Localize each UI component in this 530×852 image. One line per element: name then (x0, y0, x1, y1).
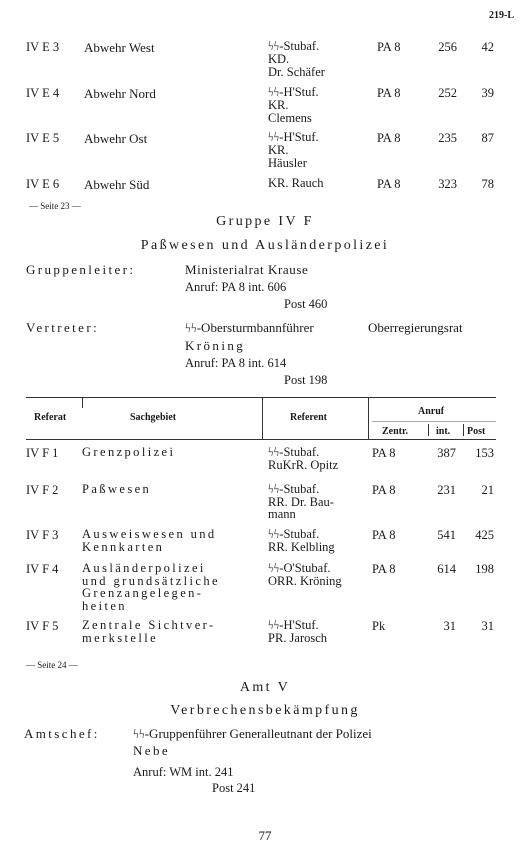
amtschef-anruf: Anruf: WM int. 241 (133, 765, 234, 779)
table-row-post: 31 (481, 619, 494, 633)
table-row-post: 21 (481, 483, 494, 497)
table-row-area-line: merkstelle (82, 630, 159, 645)
table-row-code: IV F 5 (26, 619, 59, 633)
row-anruf: PA 8 (377, 131, 401, 145)
row-referent-line: Dr. Schäfer (268, 65, 325, 79)
table-row-code: IV F 4 (26, 562, 59, 576)
amt-title: Amt V (239, 680, 291, 695)
gruppenleiter-post: Post 460 (284, 297, 328, 311)
column-divider (82, 398, 83, 408)
row-int: 256 (438, 40, 457, 54)
table-row-int: 541 (437, 528, 456, 542)
table-row-area-line: Ausweiswesen und (82, 527, 217, 541)
row-anruf: PA 8 (377, 86, 401, 100)
table-row-int: 387 (437, 446, 456, 460)
column-divider (428, 424, 429, 436)
table-row-area-line: heiten (82, 598, 127, 613)
row-anruf: PA 8 (377, 40, 401, 54)
table-row-int: 614 (437, 562, 456, 576)
table-row-anruf: PA 8 (372, 528, 396, 542)
amtschef-post: Post 241 (212, 781, 256, 795)
table-row-area-line: Grenzpolizei (82, 445, 176, 459)
header-sachgebiet: Sachgebiet (130, 412, 177, 423)
table-row-anruf: PA 8 (372, 562, 396, 576)
row-area: Abwehr Ost (84, 131, 148, 146)
row-area: Abwehr West (84, 40, 155, 55)
amt-subtitle: Verbrechensbekämpfung (170, 703, 360, 718)
gruppenleiter-label: Gruppenleiter: (26, 262, 136, 277)
row-post: 87 (481, 131, 494, 145)
table-row-anruf: Pk (372, 619, 386, 633)
header-referat: Referat (34, 412, 67, 423)
table-row-referent-line: ϟϟ-O'Stubaf. (268, 561, 331, 575)
vertreter-name: Kröning (185, 338, 246, 353)
table-row-area-line: Ausländerpolizei (82, 561, 206, 575)
column-divider (368, 398, 369, 439)
table-row-post: 198 (475, 562, 494, 576)
row-int: 235 (438, 131, 457, 145)
row-int: 252 (438, 86, 457, 100)
table-row-post: 153 (475, 446, 494, 460)
page-reference: 219-L (489, 10, 514, 21)
row-referent-line: KR. Rauch (268, 176, 324, 190)
table-row-referent-line: mann (268, 507, 296, 521)
header-referent: Referent (290, 412, 328, 423)
row-int: 323 (438, 177, 457, 191)
row-code: IV E 5 (26, 131, 60, 145)
table-row-anruf: PA 8 (372, 483, 396, 497)
page-number: 77 (258, 828, 272, 843)
vertreter-anruf: Anruf: PA 8 int. 614 (185, 356, 287, 370)
row-referent-line: Clemens (268, 111, 312, 125)
page-marker-24: — Seite 24 — (26, 660, 78, 670)
vertreter-rank: ϟϟ-Obersturmbannführer (185, 320, 314, 335)
row-referent-line: ϟϟ-H'Stuf. (268, 85, 319, 99)
header-zentr: Zentr. (382, 426, 409, 437)
amtschef-label: Amtschef: (24, 726, 100, 741)
row-anruf: PA 8 (377, 177, 401, 191)
header-anruf: Anruf (418, 406, 445, 417)
table-row-int: 31 (443, 619, 456, 633)
column-divider (262, 398, 263, 439)
table-row-anruf: PA 8 (372, 446, 396, 460)
table-row-referent-line: RR. Dr. Bau- (268, 494, 334, 509)
row-post: 78 (481, 177, 494, 191)
table-row-area-line: Grenzangelegen- (82, 586, 204, 600)
table-row-area-line: Paßwesen (82, 482, 152, 496)
table-row-area-line: Kennkarten (82, 539, 165, 554)
row-referent-line: ϟϟ-Stubaf. (268, 39, 320, 53)
header-post: Post (467, 426, 486, 437)
gruppenleiter-anruf: Anruf: PA 8 int. 606 (185, 280, 287, 294)
group-subtitle: Paßwesen und Ausländerpolizei (140, 238, 390, 253)
row-code: IV E 4 (26, 86, 60, 100)
row-post: 42 (481, 40, 494, 54)
anruf-subrule (372, 421, 496, 422)
vertreter-post: Post 198 (284, 373, 328, 387)
table-top-rule (26, 397, 496, 398)
vertreter-title: Oberregierungsrat (368, 320, 463, 335)
table-row-code: IV F 2 (26, 483, 59, 497)
table-row-area-line: und grundsätzliche (82, 573, 220, 588)
row-code: IV E 3 (26, 40, 60, 54)
table-row-referent-line: RuKrR. Opitz (268, 457, 339, 472)
header-int: int. (436, 426, 451, 437)
table-row-referent-line: RR. Kelbling (268, 539, 335, 554)
table-row-int: 231 (437, 483, 456, 497)
vertreter-label: Vertreter: (26, 320, 100, 335)
table-row-code: IV F 3 (26, 528, 59, 542)
table-row-referent-line: PR. Jarosch (268, 630, 328, 645)
table-row-referent-line: ORR. Kröning (268, 573, 342, 588)
table-row-referent-line: ϟϟ-Stubaf. (268, 445, 320, 459)
group-title: Gruppe IV F (216, 214, 314, 229)
row-post: 39 (481, 86, 494, 100)
row-referent-line: KR. (268, 98, 289, 112)
column-divider (463, 424, 464, 436)
row-referent-line: KD. (268, 52, 290, 66)
amtschef-rank: ϟϟ-Gruppenführer Generalleutnant der Polizei (133, 726, 372, 741)
table-row-area-line: Zentrale Sichtver- (82, 618, 216, 632)
amtschef-name: Nebe (133, 743, 171, 758)
gruppenleiter-name: Ministerialrat Krause (185, 262, 309, 277)
row-area: Abwehr Süd (84, 177, 150, 192)
row-referent-line: KR. (268, 143, 289, 157)
row-referent-line: Häusler (268, 156, 307, 170)
table-row-referent-line: ϟϟ-H'Stuf. (268, 618, 319, 632)
table-row-referent-line: ϟϟ-Stubaf. (268, 527, 320, 541)
row-code: IV E 6 (26, 177, 60, 191)
table-header-rule (26, 439, 496, 440)
table-row-referent-line: ϟϟ-Stubaf. (268, 482, 320, 496)
page-marker-23: — Seite 23 — (29, 201, 81, 211)
table-row-code: IV F 1 (26, 446, 59, 460)
row-referent-line: ϟϟ-H'Stuf. (268, 130, 319, 144)
table-row-post: 425 (475, 528, 494, 542)
row-area: Abwehr Nord (84, 86, 156, 101)
